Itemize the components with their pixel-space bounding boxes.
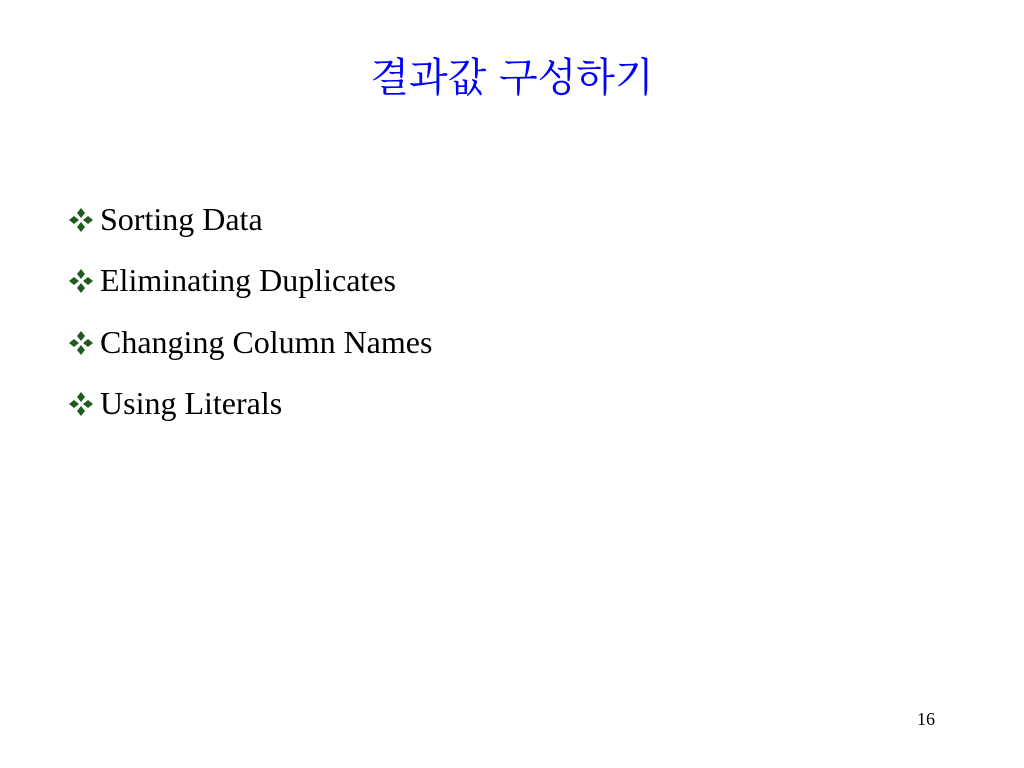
four-diamond-bullet-icon <box>64 326 98 360</box>
list-item <box>64 250 432 312</box>
four-diamond-bullet-icon <box>64 264 98 298</box>
bullet-text: Eliminating Duplicates <box>100 262 396 299</box>
page-number: 16 <box>917 709 935 729</box>
bullet-text: Sorting Data <box>100 200 263 237</box>
list-item <box>64 188 432 250</box>
slide-title: 결과값 구성하기 <box>370 55 654 101</box>
bullet-list <box>64 188 432 434</box>
list-item <box>64 373 432 435</box>
bullet-text: Using Literals <box>100 385 283 422</box>
four-diamond-bullet-icon <box>64 203 98 237</box>
bullet-text: Changing Column Names <box>100 323 433 360</box>
four-diamond-bullet-icon <box>64 387 98 421</box>
list-item <box>64 311 432 373</box>
